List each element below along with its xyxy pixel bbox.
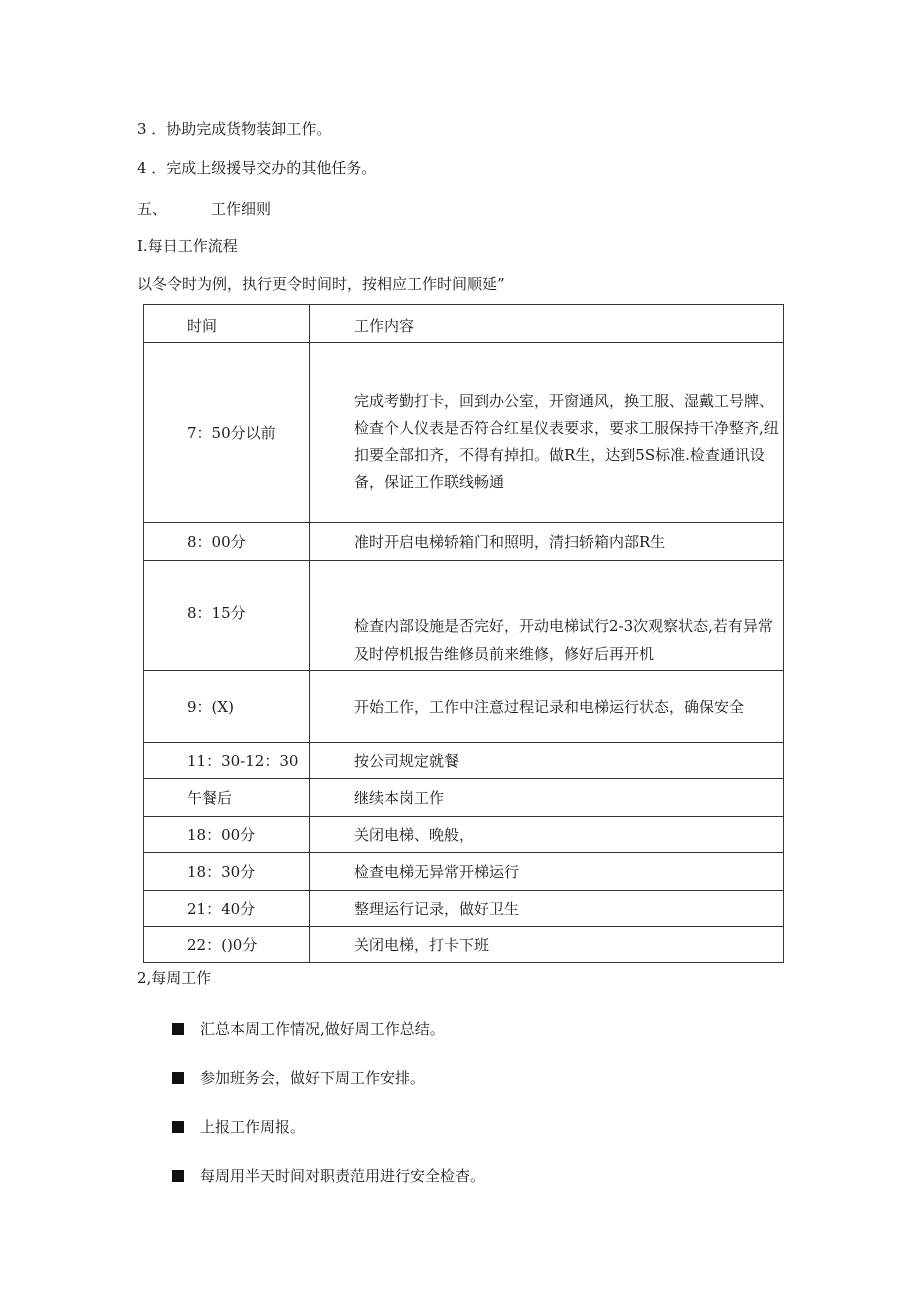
header-time-label: 时间 — [187, 317, 218, 335]
row-content — [310, 817, 784, 853]
row-time-label: 9：(X) — [187, 697, 234, 716]
row-time-label: 18：00分 — [187, 825, 256, 844]
row-content-label: 完成考勤打卡，回到办公室，开窗通风，换工服、湿戴工号牌、检查个人仪表是否符合红星仪表要求，要求工服保持干净整齐,纽扣要全部扣齐，不得有掉扣。做R生，达到5S标准.检查通讯设备，保证工作联线畅通 — [354, 392, 779, 491]
row-content — [310, 561, 784, 671]
daily-schedule-table — [143, 304, 784, 963]
row-content-label: 关闭电梯、晚般， — [354, 825, 475, 844]
row-content-label: 检查内部设施是否完好，开动电梯试行2-3次观察状态,若有异常及时停机报告维修员前来维修，修好后再开机 — [354, 617, 773, 663]
list-item-text: 上报工作周报。 — [200, 1118, 306, 1136]
list-item-text: 参加班务会，做好下周工作安排。 — [200, 1069, 426, 1087]
row-content-label: 准时开启电梯轿箱门和照明，清扫轿箱内部R生 — [354, 532, 666, 551]
row-time-label: 7：50分以前 — [187, 424, 276, 442]
table-row — [144, 561, 784, 671]
row-content-label: 开始工作，工作中注意过程记录和电梯运行状态，确保安全 — [354, 697, 745, 716]
row-time-label: 午餐后 — [187, 788, 233, 807]
row-content-label: 继续本岗工作 — [354, 788, 445, 807]
table-row — [144, 779, 784, 817]
row-content-label: 检查电梯无异常开梯运行 — [354, 862, 520, 881]
intro-line-4: 4 ．完成上级援导交办的其他任务。 — [137, 159, 377, 177]
row-time — [144, 671, 310, 743]
row-time — [144, 343, 310, 523]
section-title: 工作细则 — [211, 200, 272, 218]
list-item — [172, 1068, 425, 1088]
row-time — [144, 817, 310, 853]
daily-flow-title: I.每日工作流程 — [137, 237, 238, 255]
row-time-label: 21：40分 — [187, 899, 256, 918]
row-time — [144, 891, 310, 927]
intro-line-3: 3 ．协助完成货物装卸工作。 — [137, 120, 332, 138]
table-row — [144, 671, 784, 743]
row-content-label: 整理运行记录，做好卫生 — [354, 899, 520, 918]
table-row — [144, 523, 784, 561]
row-content — [310, 343, 784, 523]
row-content-label: 按公司规定就餐 — [354, 751, 460, 770]
square-bullet-icon — [172, 1170, 184, 1182]
row-content — [310, 743, 784, 779]
square-bullet-icon — [172, 1072, 184, 1084]
list-item-text: 每周用半天时间对职责范用进行安全检杳。 — [200, 1167, 486, 1185]
table-row — [144, 891, 784, 927]
list-item — [172, 1019, 445, 1039]
table-row — [144, 343, 784, 523]
row-time — [144, 523, 310, 561]
header-content — [310, 305, 784, 343]
table-row — [144, 853, 784, 891]
header-time — [144, 305, 310, 343]
row-time-label: 8：15分 — [187, 604, 246, 622]
row-content — [310, 853, 784, 891]
row-time — [144, 561, 310, 671]
row-time — [144, 779, 310, 817]
table-row — [144, 927, 784, 963]
table-row — [144, 743, 784, 779]
list-item — [172, 1166, 485, 1186]
weekly-work-title: 2,每周工作 — [137, 969, 212, 987]
section-number: 五、 — [137, 200, 168, 218]
square-bullet-icon — [172, 1121, 184, 1133]
row-time-label: 18：30分 — [187, 862, 256, 881]
header-content-label: 工作内容 — [354, 317, 415, 335]
row-time-label: 22：()0分 — [187, 935, 258, 954]
row-content — [310, 671, 784, 743]
section-heading — [137, 199, 271, 219]
square-bullet-icon — [172, 1023, 184, 1035]
table-header-row — [144, 305, 784, 343]
daily-flow-note: 以冬令时为例，执行更令时间时，按相应工作时间顺延” — [137, 275, 505, 293]
row-content — [310, 927, 784, 963]
row-time — [144, 853, 310, 891]
list-item — [172, 1117, 305, 1137]
row-time-label: 11：30-12：30 — [187, 751, 299, 770]
row-content — [310, 523, 784, 561]
table-row — [144, 817, 784, 853]
row-content — [310, 779, 784, 817]
row-content-label: 关闭电梯，打卡下班 — [354, 935, 490, 954]
list-item-text: 汇总本周工作情况,做好周工作总结。 — [200, 1020, 445, 1038]
row-content — [310, 891, 784, 927]
row-time — [144, 743, 310, 779]
row-time — [144, 927, 310, 963]
row-time-label: 8：00分 — [187, 532, 246, 551]
